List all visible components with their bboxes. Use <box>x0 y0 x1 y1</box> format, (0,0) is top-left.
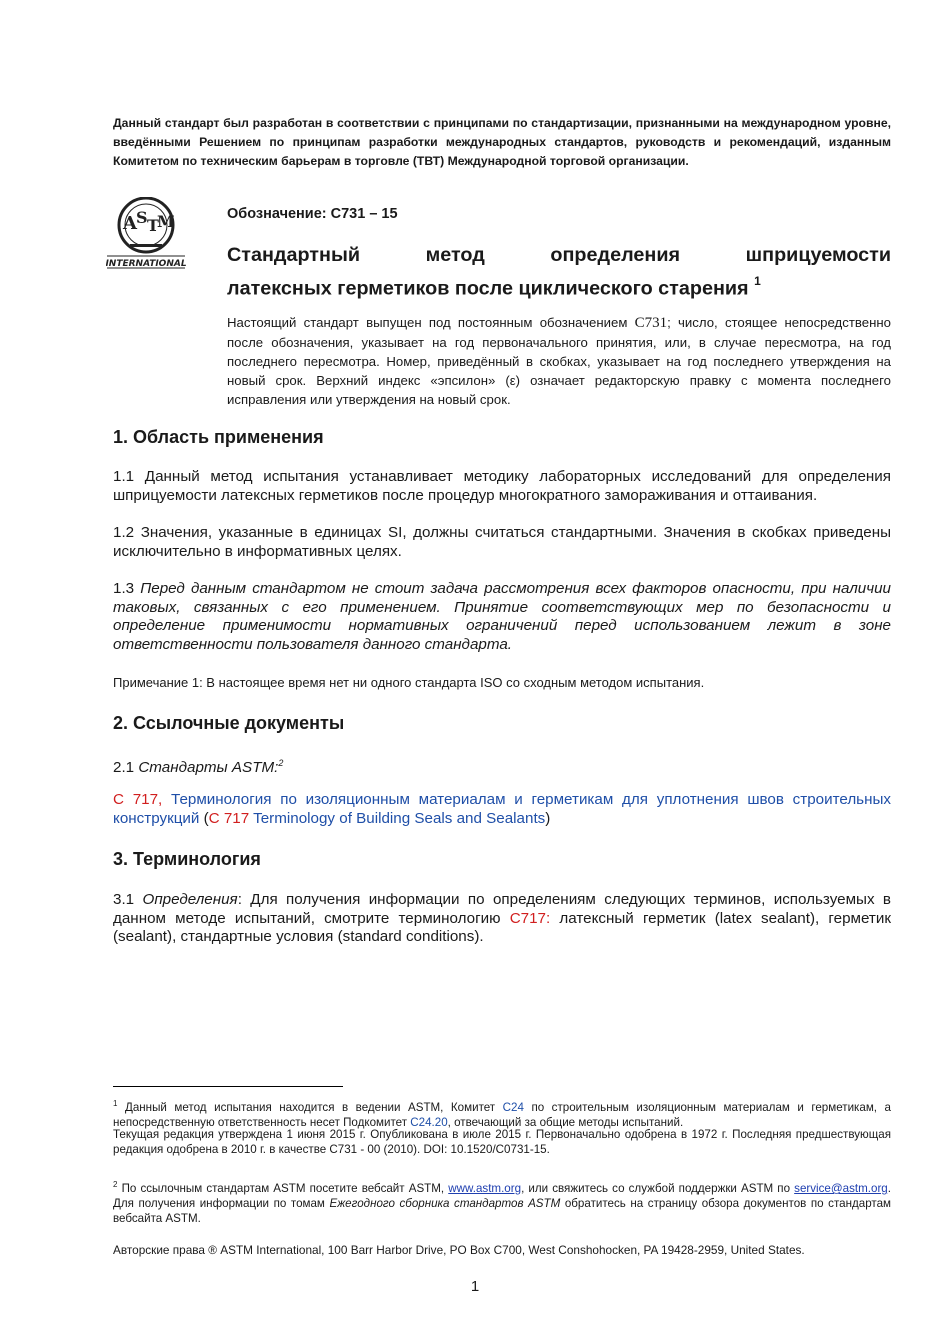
astm-logo <box>106 197 188 271</box>
footnote-separator <box>113 1086 343 1087</box>
term-ref: C717: <box>509 909 551 927</box>
document-title <box>227 241 891 303</box>
footnote-1-revision: Текущая редакция утверждена 1 июня 2015 г. Опубликована в июле 2015 г. Первоначально одобрена в 1972 г. Последняя предшествующая редакция одобрена в 2010 г. в качестве C731 - 00 (2010). DOI: 10.1520/C0731-15. <box>113 1128 891 1157</box>
page-number: 1 <box>470 1278 480 1295</box>
title-line-2: латексных герметиков после циклического старения $^1$ <box>227 274 761 300</box>
paragraph-1-1: 1.1 Данный метод испытания устанавливает методику лабораторных исследований для определения шприцуемости латексных герметиков после процедур многократного замораживания и оттаивания. <box>113 468 891 504</box>
title-line-1: Стандартный метод определения шприцуемости <box>227 244 891 266</box>
section-1-heading: 1. Область применения <box>113 427 324 447</box>
footnote-2: $^2$ По ссылочным стандартам ASTM посетите вебсайт ASTM, www.astm.org, или свяжитесь со службой поддержки ASTM по service@astm.org. Для получения информации по томам Ежегодного сборника стандартов ASTM обратитесь на страницу обзора документов по стандартам вебсайта ASTM. <box>113 1180 891 1226</box>
ref-title-en[interactable]: Terminology of Building Seals and Sealants <box>249 809 546 827</box>
paragraph-3-1: 3.1 Определения: Для получения информации по определениям следующих терминов, используемых в данном методе испытаний, смотрите терминологию C717: латексный герметик (latex sealant), герметик (sealant), стандартные условия (standard conditions). <box>113 891 891 945</box>
logo-text: INTERNATIONAL <box>106 259 187 269</box>
reference-c717: C 717, Терминология по изоляционным материалам и герметикам для уплотнения швов строительных конструкций (C 717 Terminology of Building Seals and Sealants) <box>113 791 891 827</box>
note-1: Примечание 1: В настоящее время нет ни одного стандарта ISO со сходным методом испытания. <box>113 675 705 690</box>
paragraph-1-2: 1.2 Значения, указанные в единицах SI, должны считаться стандартными. Значения в скобках приведены исключительно в информативных целях. <box>113 524 891 560</box>
section-3-heading: 3. Терминология <box>113 849 261 869</box>
title-footnote-mark: 1 <box>754 274 761 288</box>
svg-text:A: A <box>123 213 137 234</box>
astm-website-link[interactable]: www.astm.org <box>448 1181 522 1195</box>
svg-text:T: T <box>147 216 159 235</box>
committee-c24-link[interactable]: C24 <box>502 1100 524 1114</box>
svg-text:S: S <box>136 208 148 227</box>
subcommittee-link[interactable]: C24.20 <box>410 1116 448 1130</box>
ref-title-ru[interactable]: Терминология по изоляционным материалам и герметикам для уплотнения швов строительных конструкций <box>113 791 891 827</box>
paragraph-1-3: 1.3 Перед данным стандартом не стоит задача рассмотрения всех факторов опасности, при наличии таковых, связанных с его применением. Принятие соответствующих мер по безопасности и определение применимости нормативных ограничений перед использованием лежит в зоне ответственности пользователя данного стандарта. <box>113 580 891 653</box>
ref-code: C 717, <box>113 791 163 808</box>
section-2-heading: 2. Ссылочные документы <box>113 713 345 733</box>
standard-code: C731 <box>634 315 668 331</box>
designation: Обозначение: C731 – 15 <box>227 206 398 222</box>
astm-international-logo-icon <box>106 197 188 271</box>
astm-service-email-link[interactable]: service@astm.org <box>794 1181 888 1195</box>
copyright-line: Авторские права ® ASTM International, 100 Barr Harbor Drive, PO Box C700, West Conshohocken, PA 19428-2959, United States. <box>113 1243 805 1257</box>
paragraph-2-1: 2.1 Стандарты ASTM:$^2$ <box>113 758 284 777</box>
ref-code-2: C 717 <box>208 809 250 827</box>
svg-text:M: M <box>157 212 175 231</box>
footnote-1: $^1$ Данный метод испытания находится в ведении ASTM, Комитет C24 по строительным изоляционным материалам и герметикам, а непосредственную ответственность несет Подкомитет C24.20, отвечающий за общие методы испытаний. <box>113 1099 891 1130</box>
adoption-notice: Данный стандарт был разработан в соответствии с принципами по стандартизации, признанными на международном уровне, введёнными Решением по принципам разработки международных стандартов, руководств и рекомендаций, изданным Комитетом по техническим барьерам в торговле (ТВТ) Международной торговой организации. <box>113 116 891 168</box>
standard-note: Настоящий стандарт выпущен под постоянным обозначением C731; число, стоящее непосредственно после обозначения, указывает на год первоначального принятия, или, в случае пересмотра, на год последнего пересмотра. Номер, приведённый в скобках, указывает на год последнего утверждения на новый срок. Верхний индекс «эпсилон» (ε) означает редакторскую правку с момента последнего исправления или утверждения на новый срок. <box>227 315 891 407</box>
